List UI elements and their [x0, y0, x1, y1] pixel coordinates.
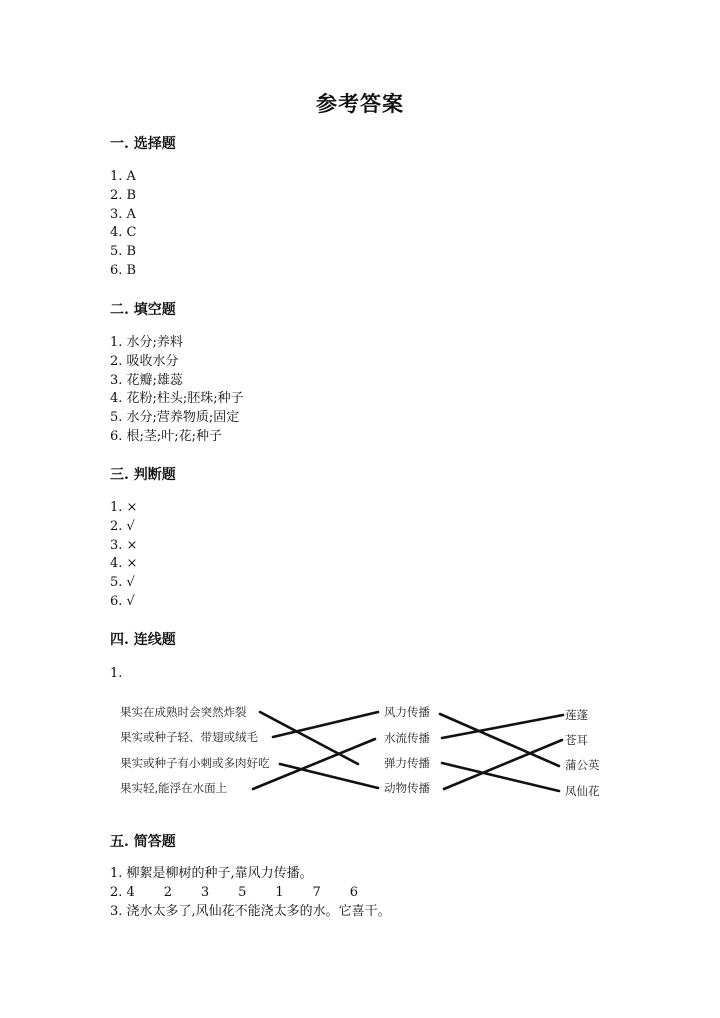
answer-line: 2. 吸收水分	[110, 353, 179, 369]
section-title-fill: 二. 填空题	[110, 302, 176, 318]
match-number	[110, 665, 122, 684]
match-line	[442, 763, 559, 791]
answer-line: 5. 水分;营养物质;固定	[110, 410, 240, 426]
section-title-judge: 三. 判断题	[110, 467, 176, 483]
answer-line: 1. 水分;养料	[110, 335, 183, 350]
match-middle-item: 风力传播	[384, 705, 430, 719]
match-line	[280, 764, 378, 788]
matching-diagram	[110, 700, 610, 805]
match-right-item: 凤仙花	[565, 784, 600, 798]
answer-line: 6. √	[110, 593, 135, 609]
match-line	[442, 715, 563, 738]
answer-line: 1. ×	[110, 500, 138, 515]
match-right-item: 苍耳	[565, 733, 588, 747]
choice-answer-list	[110, 168, 136, 281]
answer-line: 2. B	[110, 187, 137, 203]
answer-line: 3. 花瓣;雄蕊	[110, 372, 183, 388]
match-middle-item: 水流传播	[384, 731, 430, 745]
answer-line: 3. ×	[110, 537, 138, 553]
page-title: 参考答案	[316, 91, 404, 116]
match-left-item: 果实或种子轻、带翅或绒毛	[120, 730, 258, 744]
section-title-choice: 一. 选择题	[110, 136, 176, 152]
answer-line: 3. A	[110, 206, 136, 222]
answer-line: 2. 4 2 3 5 1 7 6	[110, 884, 358, 900]
short-answer-list	[110, 865, 391, 921]
answer-line: 1.	[110, 666, 123, 681]
judge-answer-list	[110, 499, 137, 612]
answer-line: 3. 浇水太多了,风仙花不能浇太多的水。它喜干。	[110, 903, 391, 919]
answer-line: 6. B	[110, 262, 137, 278]
answer-line: 6. 根;茎;叶;花;种子	[110, 428, 223, 444]
answer-line: 4. 花粉;柱头;胚珠;种子	[110, 391, 244, 407]
answer-line: 2. √	[110, 518, 135, 534]
match-line	[273, 712, 378, 737]
section-title-match: 四. 连线题	[110, 632, 176, 648]
match-left-item: 果实在成熟时会突然炸裂	[120, 705, 247, 719]
match-line	[440, 714, 559, 766]
match-middle-item: 弹力传播	[384, 756, 430, 770]
answer-line: 4. C	[110, 225, 137, 241]
answer-line: 5. B	[110, 244, 137, 260]
match-right-item: 蒲公英	[565, 758, 600, 772]
match-middle-item: 动物传播	[384, 781, 430, 795]
match-left-item: 果实或种子有小刺或多肉好吃	[120, 756, 270, 770]
answer-line: 1. A	[110, 169, 136, 184]
match-right-item: 莲蓬	[565, 708, 588, 722]
answer-line: 4. ×	[110, 556, 138, 572]
section-title-short: 五. 简答题	[110, 834, 176, 850]
answer-line: 5. √	[110, 575, 135, 591]
match-line	[444, 740, 562, 789]
match-left-item: 果实轻,能浮在水面上	[120, 781, 228, 795]
fill-answer-list	[110, 334, 244, 447]
answer-line: 1. 柳絮是柳树的种子,靠风力传播。	[110, 866, 313, 881]
